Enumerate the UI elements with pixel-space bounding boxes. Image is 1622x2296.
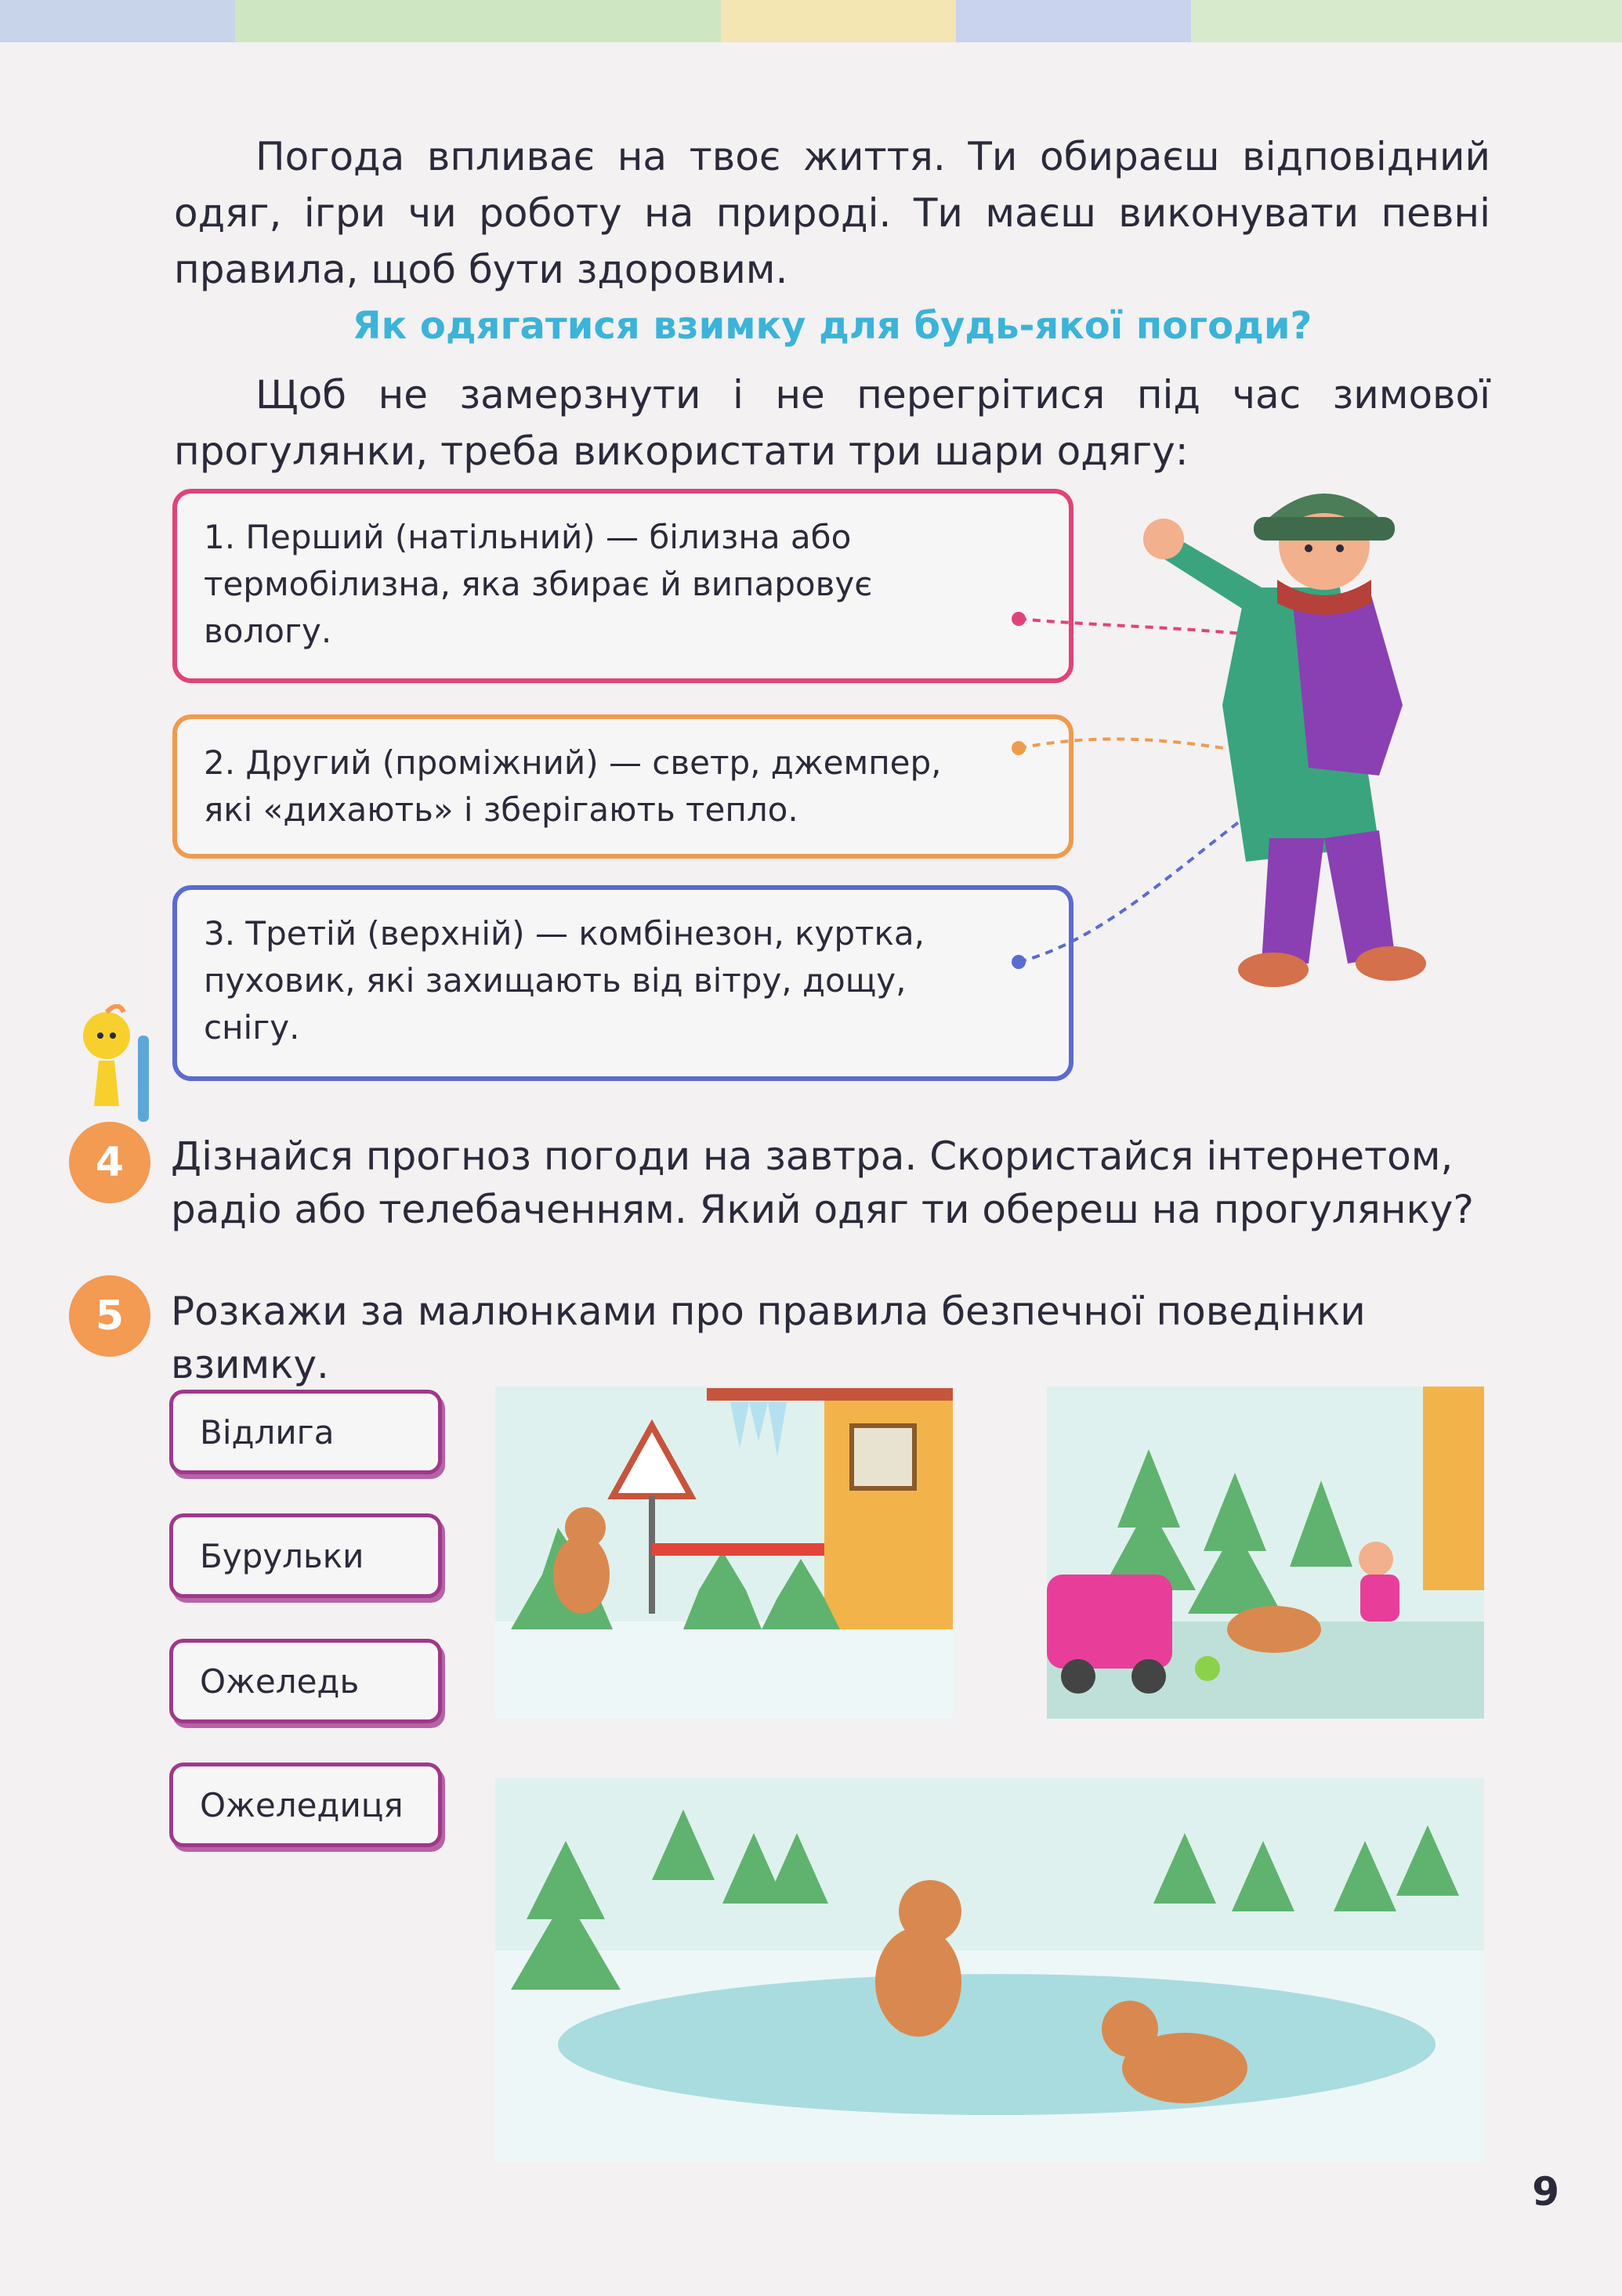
layer-box-2 — [172, 714, 1073, 859]
thaw-icicles-illustration — [495, 1387, 953, 1719]
layer-line: 1. Перший (натільний) — білизна або — [204, 518, 852, 556]
boy-in-winter-clothes-illustration — [1011, 470, 1497, 987]
task-5-text: Розкажи за малюнками про правила безпечної поведінки взимку. — [171, 1289, 1366, 1387]
layer-line: снігу. — [204, 1008, 300, 1047]
term-card: Ожеледиця — [169, 1763, 442, 1847]
layer-line: 3. Третій (верхній) — комбінезон, куртка, — [204, 914, 925, 953]
ice-rink-illustration — [495, 1778, 1484, 2162]
layer-box-1 — [172, 489, 1073, 683]
layer-line: 2. Другий (проміжний) — светр, джемпер, — [204, 743, 942, 782]
mascot-with-pen-icon — [75, 1004, 161, 1130]
task-number-badge: 5 — [69, 1275, 150, 1357]
task-4-text: Дізнайся прогноз погоди на завтра. Скористайся інтернетом, радіо або телебаченням. Який одяг ти обереш на прогулянку? — [171, 1134, 1474, 1232]
intro-paragraph: Погода впливає на твоє життя. Ти обираєш відповідний одяг, ігри чи роботу на природі. Ти маєш виконувати певні правила, щоб бути здоровим. — [174, 134, 1490, 292]
layer-line: пуховик, які захищають від вітру, дощу, — [204, 961, 907, 1000]
layer-line: які «дихають» і зберігають тепло. — [204, 790, 798, 829]
section-paragraph: Щоб не замерзнути і не перегрітися під час зимової прогулянки, треба використати три шари одягу: — [174, 372, 1490, 474]
term-card: Бурульки — [169, 1513, 442, 1598]
layer-box-3 — [172, 885, 1073, 1081]
road-safety-illustration — [1047, 1387, 1484, 1719]
layer-line: термобілизна, яка збирає й випаровує — [204, 565, 873, 603]
layer-line: вологу. — [204, 612, 332, 650]
section-heading: Як одягатися взимку для будь-якої погоди? — [352, 304, 1312, 348]
task-number-badge: 4 — [69, 1122, 150, 1203]
page-number: 9 — [1532, 2169, 1559, 2215]
term-card: Відлига — [169, 1390, 442, 1474]
term-card: Ожеледь — [169, 1639, 442, 1723]
top-color-band — [0, 0, 1622, 42]
